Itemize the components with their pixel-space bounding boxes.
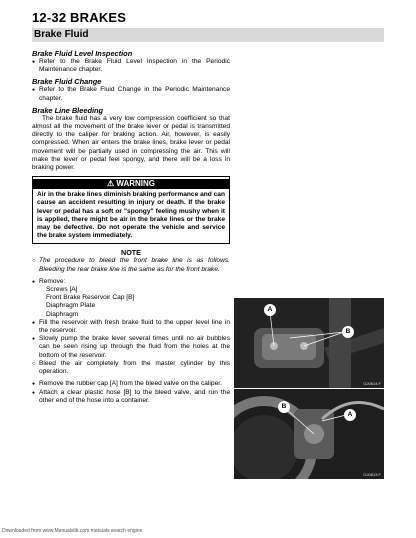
page-title: 12-32 BRAKES: [32, 10, 127, 25]
figure-code: GJ0813 F: [363, 472, 381, 477]
figure-callout: B: [278, 401, 290, 413]
remove-bullet: ● Remove:: [32, 278, 230, 286]
figure-callout: A: [264, 304, 276, 316]
section-title: Brake Fluid: [34, 29, 89, 40]
caliper-illustration: [234, 389, 384, 479]
change-heading: Brake Fluid Change: [32, 77, 102, 87]
page-footer: Downloaded from www.Manualslib.com manuals search engine: [2, 528, 143, 534]
attach-hose-bullet: ● Attach a clear plastic hose [B] to the bleed valve, and run the other end of the hose into a container.: [32, 389, 230, 405]
remove-item: Front Brake Reservoir Cap [B]: [46, 294, 135, 302]
bleeding-paragraph: The brake fluid has a very low compression coefficient so that almost all the movement of the brake lever or pedal is transmitted directly to the caliper for braking action. Air, however, is easily compressed. When air enters the brake lines, brake lever or pedal movement will be partially used in compressing the air. This will make the lever or pedal feel spongy, and there will be a loss in braking power.: [32, 114, 230, 172]
fill-bullet: ● Fill the reservoir with fresh brake fluid to the upper level line in the reservoir.: [32, 319, 230, 335]
remove-item: Screws [A]: [46, 286, 78, 294]
warning-header: [33, 179, 229, 189]
pump-bullet: ● Slowly pump the brake lever several times until no air bubbles can be seen rising up through the fluid from the holes at the bottom of the reservoir.: [32, 335, 230, 360]
reservoir-photo: [234, 298, 384, 388]
reservoir-illustration: [234, 298, 384, 388]
warning-box: [32, 176, 230, 244]
note-heading: NOTE: [121, 248, 141, 258]
inspection-heading: Brake Fluid Level Inspection: [32, 49, 133, 58]
remove-item: Diaphragm Plate: [46, 302, 96, 310]
text-column: [32, 46, 230, 405]
warning-text: Air in the brake lines diminish braking performance and can cause an accident resulting in injury or death. If the brake lever or pedal has a soft or "spongy" feeling mushy when it is applied, there might be air in the brake lines or the brake may be defective. Do not operate the vehicle and service the brake system immediately.: [37, 191, 225, 240]
section-bar: [32, 28, 384, 42]
bleeding-heading: Brake Line Bleeding: [32, 105, 104, 115]
remove-item: Diaphragm: [46, 310, 79, 318]
page-header: [32, 10, 384, 25]
rubber-cap-bullet: ● Remove the rubber cap [A] from the bleed valve on the caliper.: [32, 380, 230, 388]
caliper-photo: [234, 389, 384, 479]
change-bullet: ● Refer to the Brake Fluid Change in the Periodic Maintenance chapter.: [32, 86, 230, 102]
figure-code: GJ0814 F: [363, 381, 381, 386]
note-text: ○ The procedure to bleed the front brake line is as follows. Bleeding the rear brake line is the same as for the front brake.: [32, 257, 230, 273]
figure-callout: A: [344, 409, 356, 421]
warning-icon: ⚠: [106, 179, 115, 189]
figure-callout: B: [342, 326, 354, 338]
warning-label: WARNING: [116, 179, 156, 189]
bleed-step: ○ Bleed the air completely from the master cylinder by this operation.: [32, 360, 230, 376]
inspection-bullet: ● Refer to the Brake Fluid Level Inspection in the Periodic Maintenance chapter.: [32, 58, 230, 74]
